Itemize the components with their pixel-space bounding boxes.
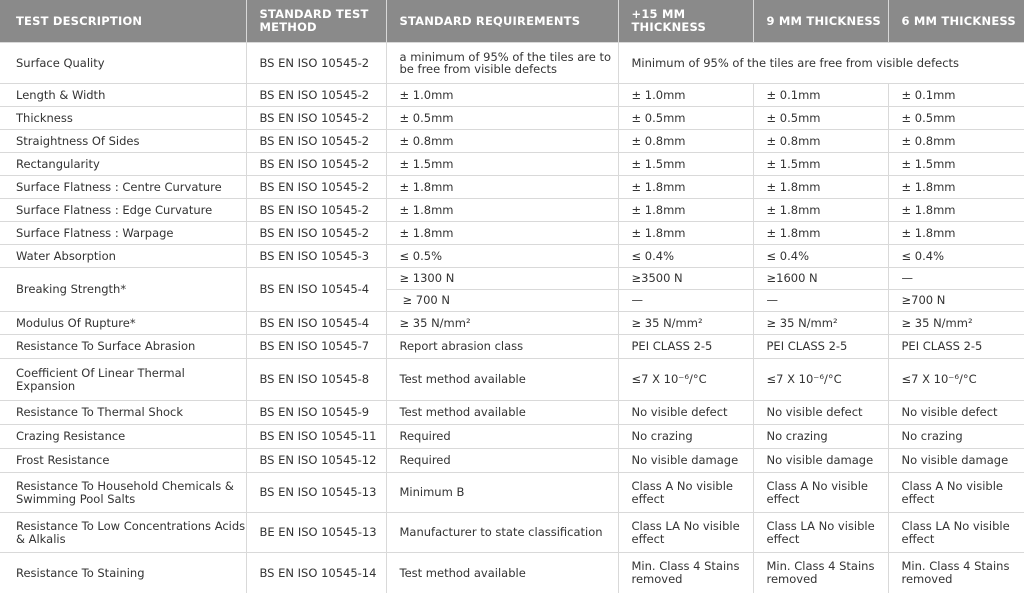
header-test-description: TEST DESCRIPTION bbox=[0, 0, 246, 43]
test-method: BS EN ISO 10545-14 bbox=[246, 553, 386, 593]
test-description: Surface Quality bbox=[0, 43, 246, 84]
standard-requirement: ± 1.8mm bbox=[386, 222, 618, 245]
result-9mm: ≥1600 N bbox=[753, 268, 888, 290]
standard-requirement: ± 1.8mm bbox=[386, 176, 618, 199]
header-row bbox=[0, 0, 1024, 43]
result-9mm: ± 1.5mm bbox=[753, 153, 888, 176]
result-9mm: ≥ 35 N/mm² bbox=[753, 312, 888, 335]
result-6mm: No crazing bbox=[888, 425, 1024, 449]
test-method: BS EN ISO 10545-3 bbox=[246, 245, 386, 268]
table-row bbox=[0, 312, 1024, 335]
result-15mm: ≥3500 N bbox=[618, 268, 753, 290]
test-method: BS EN ISO 10545-2 bbox=[246, 222, 386, 245]
standard-requirement: ± 1.8mm bbox=[386, 199, 618, 222]
test-description: Surface Flatness : Centre Curvature bbox=[0, 176, 246, 199]
test-method: BS EN ISO 10545-7 bbox=[246, 335, 386, 359]
test-method: BS EN ISO 10545-2 bbox=[246, 43, 386, 84]
table-row bbox=[0, 513, 1024, 553]
result-15mm: PEI CLASS 2-5 bbox=[618, 335, 753, 359]
result-9mm: — bbox=[753, 290, 888, 312]
table-row bbox=[0, 107, 1024, 130]
test-method: BS EN ISO 10545-2 bbox=[246, 107, 386, 130]
test-method: BS EN ISO 10545-2 bbox=[246, 153, 386, 176]
table-row bbox=[0, 84, 1024, 107]
header-standard-test-method: STANDARD TEST METHOD bbox=[246, 0, 386, 43]
standard-requirement: ± 1.5mm bbox=[386, 153, 618, 176]
standard-requirement: Manufacturer to state classification bbox=[386, 513, 618, 553]
result-9mm: ± 1.8mm bbox=[753, 222, 888, 245]
table-row bbox=[0, 425, 1024, 449]
standard-requirement: Required bbox=[386, 425, 618, 449]
test-description: Resistance To Household Chemicals & Swimming Pool Salts bbox=[0, 473, 246, 513]
result-6mm: ± 1.8mm bbox=[888, 176, 1024, 199]
result-15mm: ≤7 X 10⁻⁶/°C bbox=[618, 359, 753, 401]
result-9mm: ≤ 0.4% bbox=[753, 245, 888, 268]
result-6mm: ± 0.8mm bbox=[888, 130, 1024, 153]
result-15mm: No crazing bbox=[618, 425, 753, 449]
test-description: Resistance To Staining bbox=[0, 553, 246, 593]
result-15mm: Class LA No visible effect bbox=[618, 513, 753, 553]
result-9mm: PEI CLASS 2-5 bbox=[753, 335, 888, 359]
table-row bbox=[0, 473, 1024, 513]
result-9mm: Min. Class 4 Stains removed bbox=[753, 553, 888, 593]
table-row bbox=[0, 245, 1024, 268]
standard-requirement: Report abrasion class bbox=[386, 335, 618, 359]
result-9mm: No visible defect bbox=[753, 401, 888, 425]
standard-requirement: ± 1.0mm bbox=[386, 84, 618, 107]
test-method: BS EN ISO 10545-2 bbox=[246, 176, 386, 199]
test-description: Coefficient Of Linear Thermal Expansion bbox=[0, 359, 246, 401]
standard-requirement: Test method available bbox=[386, 359, 618, 401]
table-row bbox=[0, 359, 1024, 401]
test-description: Crazing Resistance bbox=[0, 425, 246, 449]
result-6mm: — bbox=[888, 268, 1024, 290]
table-row bbox=[0, 335, 1024, 359]
test-method: BS EN ISO 10545-2 bbox=[246, 199, 386, 222]
result-9mm: ± 1.8mm bbox=[753, 176, 888, 199]
result-9mm: ± 0.1mm bbox=[753, 84, 888, 107]
standard-requirement: Test method available bbox=[386, 401, 618, 425]
table-row bbox=[0, 449, 1024, 473]
result-15mm: No visible defect bbox=[618, 401, 753, 425]
test-method: BS EN ISO 10545-8 bbox=[246, 359, 386, 401]
result-6mm: Min. Class 4 Stains removed bbox=[888, 553, 1024, 593]
result-6mm: No visible damage bbox=[888, 449, 1024, 473]
table-row bbox=[0, 268, 1024, 290]
result-15mm: ≥ 35 N/mm² bbox=[618, 312, 753, 335]
test-description: Surface Flatness : Edge Curvature bbox=[0, 199, 246, 222]
result-15mm: ± 0.8mm bbox=[618, 130, 753, 153]
result-6mm: ± 1.8mm bbox=[888, 222, 1024, 245]
result-9mm: Class LA No visible effect bbox=[753, 513, 888, 553]
table-row bbox=[0, 553, 1024, 593]
result-6mm: ≤7 X 10⁻⁶/°C bbox=[888, 359, 1024, 401]
result-9mm: ± 0.8mm bbox=[753, 130, 888, 153]
test-description: Frost Resistance bbox=[0, 449, 246, 473]
result-6mm: ± 0.1mm bbox=[888, 84, 1024, 107]
result-15mm: — bbox=[618, 290, 753, 312]
standard-requirement: ≥ 700 N bbox=[386, 290, 618, 312]
result-6mm: ± 0.5mm bbox=[888, 107, 1024, 130]
test-description: Resistance To Low Concentrations Acids & Alkalis bbox=[0, 513, 246, 553]
table-row bbox=[0, 401, 1024, 425]
test-description: Thickness bbox=[0, 107, 246, 130]
table-row bbox=[0, 199, 1024, 222]
result-6mm: ± 1.8mm bbox=[888, 199, 1024, 222]
result-15mm: ± 1.8mm bbox=[618, 222, 753, 245]
standard-requirement: ≥ 1300 N bbox=[386, 268, 618, 290]
test-description: Breaking Strength* bbox=[0, 268, 246, 312]
test-method: BS EN ISO 10545-9 bbox=[246, 401, 386, 425]
standard-requirement: Minimum B bbox=[386, 473, 618, 513]
test-description: Length & Width bbox=[0, 84, 246, 107]
result-9mm: No visible damage bbox=[753, 449, 888, 473]
result-6mm: Class LA No visible effect bbox=[888, 513, 1024, 553]
test-method: BS EN ISO 10545-11 bbox=[246, 425, 386, 449]
test-method: BS EN ISO 10545-2 bbox=[246, 130, 386, 153]
result-15mm: ± 1.5mm bbox=[618, 153, 753, 176]
result-9mm: ≤7 X 10⁻⁶/°C bbox=[753, 359, 888, 401]
result-9mm: ± 1.8mm bbox=[753, 199, 888, 222]
result-6mm: ≥700 N bbox=[888, 290, 1024, 312]
result-15mm: No visible damage bbox=[618, 449, 753, 473]
standard-requirement: ≤ 0.5% bbox=[386, 245, 618, 268]
test-description: Resistance To Surface Abrasion bbox=[0, 335, 246, 359]
table-row bbox=[0, 43, 1024, 84]
result-6mm: Class A No visible effect bbox=[888, 473, 1024, 513]
standard-requirement: ± 0.5mm bbox=[386, 107, 618, 130]
result-9mm: No crazing bbox=[753, 425, 888, 449]
standard-requirement: ≥ 35 N/mm² bbox=[386, 312, 618, 335]
test-description: Modulus Of Rupture* bbox=[0, 312, 246, 335]
header-15mm-thickness: +15 MM THICKNESS bbox=[618, 0, 753, 43]
result-15mm: Min. Class 4 Stains removed bbox=[618, 553, 753, 593]
result-6mm: PEI CLASS 2-5 bbox=[888, 335, 1024, 359]
merged-thickness-result: Minimum of 95% of the tiles are free from visible defects bbox=[618, 43, 1024, 84]
test-description: Surface Flatness : Warpage bbox=[0, 222, 246, 245]
result-15mm: Class A No visible effect bbox=[618, 473, 753, 513]
table-row bbox=[0, 130, 1024, 153]
result-6mm: ≥ 35 N/mm² bbox=[888, 312, 1024, 335]
test-method: BS EN ISO 10545-12 bbox=[246, 449, 386, 473]
result-15mm: ± 1.8mm bbox=[618, 199, 753, 222]
test-description: Straightness Of Sides bbox=[0, 130, 246, 153]
test-description: Rectangularity bbox=[0, 153, 246, 176]
standard-requirement: Required bbox=[386, 449, 618, 473]
standard-requirement: a minimum of 95% of the tiles are to be free from visible defects bbox=[386, 43, 618, 84]
table-row bbox=[0, 153, 1024, 176]
result-9mm: Class A No visible effect bbox=[753, 473, 888, 513]
test-method: BS EN ISO 10545-4 bbox=[246, 312, 386, 335]
standard-requirement: Test method available bbox=[386, 553, 618, 593]
header-standard-requirements: STANDARD REQUIREMENTS bbox=[386, 0, 618, 43]
test-method: BS EN ISO 10545-2 bbox=[246, 84, 386, 107]
test-method: BS EN ISO 10545-4 bbox=[246, 268, 386, 312]
test-method: BE EN ISO 10545-13 bbox=[246, 513, 386, 553]
result-15mm: ± 1.8mm bbox=[618, 176, 753, 199]
result-15mm: ≤ 0.4% bbox=[618, 245, 753, 268]
result-15mm: ± 0.5mm bbox=[618, 107, 753, 130]
result-6mm: ± 1.5mm bbox=[888, 153, 1024, 176]
result-6mm: No visible defect bbox=[888, 401, 1024, 425]
standard-requirement: ± 0.8mm bbox=[386, 130, 618, 153]
header-9mm-thickness: 9 MM THICKNESS bbox=[753, 0, 888, 43]
result-9mm: ± 0.5mm bbox=[753, 107, 888, 130]
test-method: BS EN ISO 10545-13 bbox=[246, 473, 386, 513]
header-6mm-thickness: 6 MM THICKNESS bbox=[888, 0, 1024, 43]
table-row bbox=[0, 222, 1024, 245]
test-description: Resistance To Thermal Shock bbox=[0, 401, 246, 425]
result-6mm: ≤ 0.4% bbox=[888, 245, 1024, 268]
result-15mm: ± 1.0mm bbox=[618, 84, 753, 107]
test-description: Water Absorption bbox=[0, 245, 246, 268]
table-row bbox=[0, 176, 1024, 199]
